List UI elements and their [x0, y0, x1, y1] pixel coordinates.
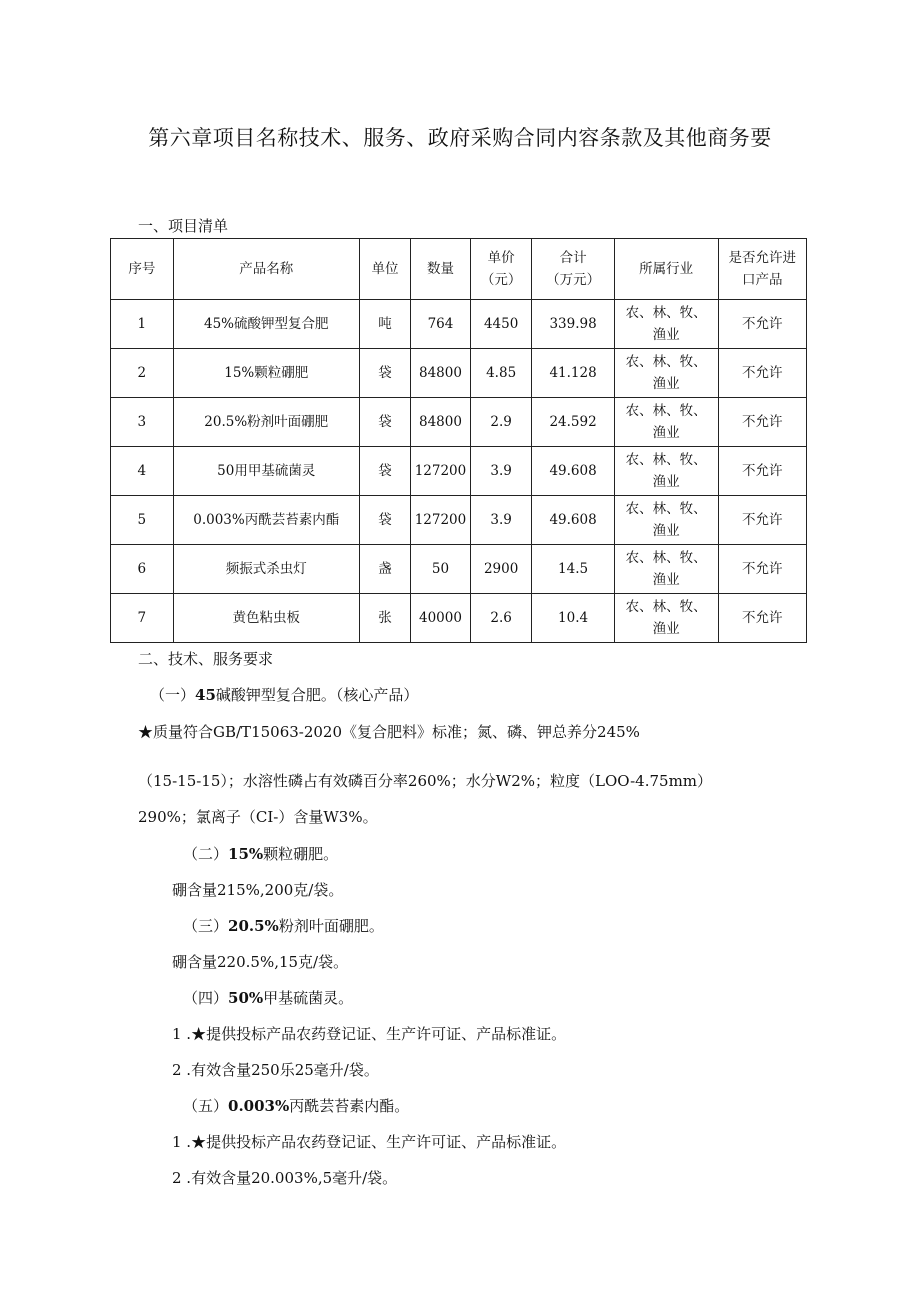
header-price-line1: 单价 — [487, 250, 515, 266]
item-1-rest: 碱酸钾型复合肥。（核心产品） — [215, 686, 419, 704]
item-4-prefix: （四） — [183, 989, 229, 1007]
item-3-heading — [183, 915, 384, 936]
section-heading-tech-service: 二、技术、服务要求 — [138, 650, 274, 668]
cell-industry-line1: 农、林、牧、 — [625, 599, 707, 615]
cell-industry-line2: 渔业 — [652, 523, 680, 539]
item-1-heading — [150, 684, 418, 705]
item-3-bold: 20.5% — [228, 917, 279, 935]
header-total-line2: （万元） — [546, 272, 601, 288]
cell-industry — [614, 545, 718, 594]
cell-seq: 3 — [111, 398, 174, 447]
cell-name: 频振式杀虫灯 — [173, 545, 359, 594]
item-4-detail-2: 2 .有效含量250乐25毫升/袋。 — [172, 1061, 379, 1079]
cell-unit: 袋 — [359, 447, 410, 496]
table-row — [111, 300, 807, 349]
cell-price: 3.9 — [470, 496, 532, 545]
item-2-heading — [183, 843, 338, 864]
item-4-heading — [183, 987, 353, 1008]
cell-name: 45%硫酸钾型复合肥 — [173, 300, 359, 349]
cell-total: 49.608 — [532, 496, 614, 545]
header-import — [718, 239, 806, 300]
cell-qty: 127200 — [411, 496, 471, 545]
cell-unit: 袋 — [359, 398, 410, 447]
cell-seq: 4 — [111, 447, 174, 496]
cell-name: 0.003%丙酰芸苔素内酯 — [173, 496, 359, 545]
cell-industry — [614, 300, 718, 349]
cell-unit: 张 — [359, 594, 410, 643]
cell-industry-line2: 渔业 — [652, 327, 680, 343]
item-1-line-1: ★质量符合GB/T15063-2020《复合肥料》标准；氮、磷、钾总养分245% — [138, 723, 640, 741]
table-header-row — [111, 239, 807, 300]
cell-unit: 吨 — [359, 300, 410, 349]
item-4-rest: 甲基硫菌灵。 — [263, 989, 354, 1007]
cell-qty: 127200 — [411, 447, 471, 496]
cell-seq: 1 — [111, 300, 174, 349]
table-row — [111, 594, 807, 643]
cell-industry-line1: 农、林、牧、 — [625, 403, 707, 419]
cell-industry — [614, 398, 718, 447]
project-list-table — [110, 238, 807, 643]
section-heading-project-list: 一、项目清单 — [138, 217, 229, 235]
cell-import: 不允许 — [718, 496, 806, 545]
cell-import: 不允许 — [718, 447, 806, 496]
header-price — [470, 239, 532, 300]
cell-unit: 袋 — [359, 349, 410, 398]
cell-name: 50用甲基硫菌灵 — [173, 447, 359, 496]
cell-total: 10.4 — [532, 594, 614, 643]
header-name: 产品名称 — [173, 239, 359, 300]
item-3-rest: 粉剂叶面硼肥。 — [278, 917, 384, 935]
item-1-bold: 45 — [195, 686, 216, 704]
cell-name: 20.5%粉剂叶面硼肥 — [173, 398, 359, 447]
cell-name: 15%颗粒硼肥 — [173, 349, 359, 398]
cell-import: 不允许 — [718, 349, 806, 398]
cell-seq: 2 — [111, 349, 174, 398]
item-5-rest: 丙酰芸苔素内酯。 — [289, 1097, 410, 1115]
cell-industry-line2: 渔业 — [652, 621, 680, 637]
cell-qty: 40000 — [411, 594, 471, 643]
cell-unit: 袋 — [359, 496, 410, 545]
header-industry: 所属行业 — [614, 239, 718, 300]
table-row — [111, 545, 807, 594]
item-4-detail-1: 1 .★提供投标产品农药登记证、生产许可证、产品标准证。 — [172, 1025, 567, 1043]
cell-total: 49.608 — [532, 447, 614, 496]
item-5-prefix: （五） — [183, 1097, 229, 1115]
cell-seq: 5 — [111, 496, 174, 545]
cell-industry-line1: 农、林、牧、 — [625, 305, 707, 321]
item-1-line-3: 290%；氯离子（CI-）含量W3%。 — [138, 808, 378, 826]
cell-price: 2900 — [470, 545, 532, 594]
cell-qty: 84800 — [411, 349, 471, 398]
cell-import: 不允许 — [718, 594, 806, 643]
item-5-bold: 0.003% — [228, 1097, 290, 1115]
cell-total: 14.5 — [532, 545, 614, 594]
table-row — [111, 398, 807, 447]
cell-qty: 50 — [411, 545, 471, 594]
item-3-detail: 硼含量220.5%,15克/袋。 — [172, 953, 349, 971]
item-5-detail-1: 1 .★提供投标产品农药登记证、生产许可证、产品标准证。 — [172, 1133, 567, 1151]
item-5-detail-2: 2 .有效含量20.003%,5毫升/袋。 — [172, 1169, 398, 1187]
table-row — [111, 496, 807, 545]
cell-price: 3.9 — [470, 447, 532, 496]
item-5-heading — [183, 1095, 409, 1116]
page-title: 第六章项目名称技术、服务、政府采购合同内容条款及其他商务要 — [148, 126, 772, 150]
header-import-line1: 是否允许进 — [728, 250, 797, 266]
cell-total: 24.592 — [532, 398, 614, 447]
cell-industry-line1: 农、林、牧、 — [625, 550, 707, 566]
cell-industry-line1: 农、林、牧、 — [625, 354, 707, 370]
cell-name: 黄色粘虫板 — [173, 594, 359, 643]
header-qty: 数量 — [411, 239, 471, 300]
header-price-line2: （元） — [480, 272, 522, 288]
cell-seq: 7 — [111, 594, 174, 643]
item-2-detail: 硼含量215%,200克/袋。 — [172, 881, 344, 899]
cell-price: 2.9 — [470, 398, 532, 447]
header-total-line1: 合计 — [559, 250, 587, 266]
cell-industry-line1: 农、林、牧、 — [625, 501, 707, 517]
item-1-line-2: （15-15-15）；水溶性磷占有效磷百分率260%；水分W2%；粒度（LOO-4.75mm） — [138, 772, 713, 790]
item-1-prefix: （一） — [150, 686, 196, 704]
header-import-line2: 口产品 — [742, 272, 783, 288]
cell-industry — [614, 447, 718, 496]
cell-total: 339.98 — [532, 300, 614, 349]
header-unit: 单位 — [359, 239, 410, 300]
cell-qty: 84800 — [411, 398, 471, 447]
table-row — [111, 349, 807, 398]
item-2-bold: 15% — [228, 845, 264, 863]
item-2-rest: 颗粒硼肥。 — [263, 845, 339, 863]
cell-industry-line1: 农、林、牧、 — [625, 452, 707, 468]
header-seq: 序号 — [111, 239, 174, 300]
cell-industry-line2: 渔业 — [652, 474, 680, 490]
cell-industry — [614, 594, 718, 643]
cell-total: 41.128 — [532, 349, 614, 398]
cell-seq: 6 — [111, 545, 174, 594]
cell-price: 4450 — [470, 300, 532, 349]
cell-industry-line2: 渔业 — [652, 376, 680, 392]
item-4-bold: 50% — [228, 989, 264, 1007]
cell-industry-line2: 渔业 — [652, 425, 680, 441]
table-row — [111, 447, 807, 496]
cell-qty: 764 — [411, 300, 471, 349]
cell-import: 不允许 — [718, 545, 806, 594]
cell-industry-line2: 渔业 — [652, 572, 680, 588]
item-2-prefix: （二） — [183, 845, 229, 863]
cell-import: 不允许 — [718, 300, 806, 349]
cell-industry — [614, 349, 718, 398]
cell-price: 2.6 — [470, 594, 532, 643]
item-3-prefix: （三） — [183, 917, 229, 935]
cell-industry — [614, 496, 718, 545]
cell-import: 不允许 — [718, 398, 806, 447]
cell-price: 4.85 — [470, 349, 532, 398]
header-total — [532, 239, 614, 300]
cell-unit: 盏 — [359, 545, 410, 594]
